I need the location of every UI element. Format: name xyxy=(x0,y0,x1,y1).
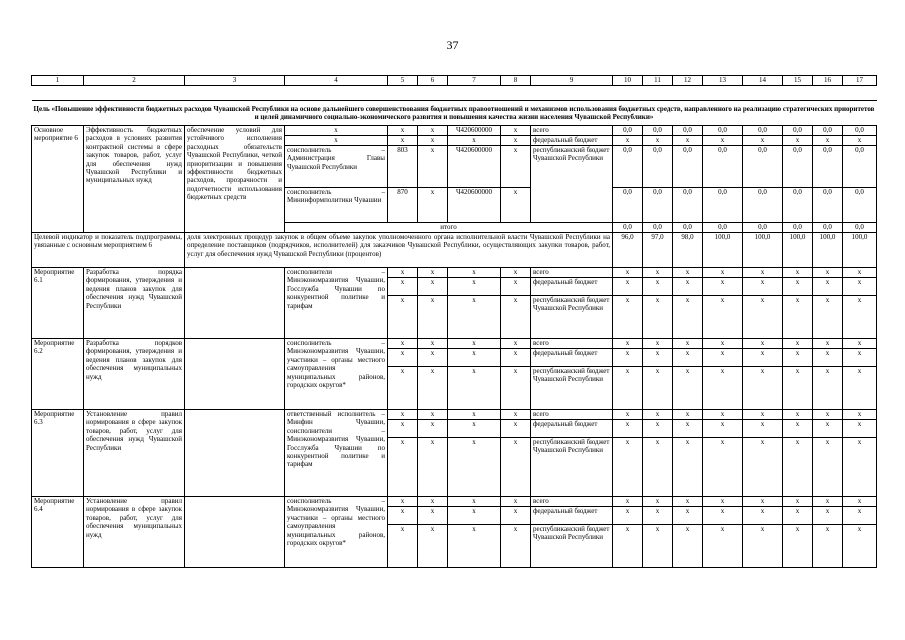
value: x xyxy=(703,268,743,278)
event-row xyxy=(32,339,877,349)
event-row xyxy=(32,497,877,507)
value: 0,0 xyxy=(673,188,703,223)
column-number: 7 xyxy=(448,76,501,86)
executor: соисполнитель – Администрация Главы Чувашской Республики xyxy=(285,146,388,188)
table-cell: x xyxy=(501,367,531,410)
table-cell: x xyxy=(501,296,531,339)
table-cell: x xyxy=(418,268,448,278)
column-number: 6 xyxy=(418,76,448,86)
value: x xyxy=(673,525,703,568)
funding-source: всего xyxy=(531,410,613,420)
value: x xyxy=(813,497,843,507)
value: x xyxy=(843,339,877,349)
funding-source: федеральный бюджет xyxy=(531,420,613,438)
event-label: Мероприятие 6.1 xyxy=(32,268,84,339)
activity-label: Основное мероприятие 6 xyxy=(32,126,84,233)
value: x xyxy=(613,367,643,410)
value: x xyxy=(703,438,743,497)
value: 0,0 xyxy=(813,223,843,233)
table-cell: x xyxy=(418,339,448,349)
value: x xyxy=(703,525,743,568)
value: 100,0 xyxy=(743,233,783,268)
value: x xyxy=(643,339,673,349)
value: x xyxy=(813,339,843,349)
value: 0,0 xyxy=(643,223,673,233)
table-cell: x xyxy=(418,278,448,296)
table-cell: x xyxy=(501,438,531,497)
value: x xyxy=(783,410,813,420)
value: x xyxy=(843,420,877,438)
value: x xyxy=(613,420,643,438)
value: x xyxy=(613,278,643,296)
event-purpose xyxy=(185,410,285,497)
table-cell: x xyxy=(388,497,418,507)
value: x xyxy=(783,507,813,525)
value: x xyxy=(843,296,877,339)
executor: соисполнитель – Минэкономразвития Чувашии, участники – органы местного самоуправления муниципальных районов, городских округов* xyxy=(285,497,388,568)
value: x xyxy=(843,438,877,497)
executor: соисполнитель – Минэкономразвития Чувашии, участники – органы местного самоуправления муниципальных районов, городских округов* xyxy=(285,339,388,410)
table-cell: x xyxy=(448,438,501,497)
value: x xyxy=(783,349,813,367)
value: 0,0 xyxy=(703,146,743,188)
value: 0,0 xyxy=(743,223,783,233)
table-cell: x xyxy=(388,525,418,568)
value: x xyxy=(613,349,643,367)
value: x xyxy=(813,420,843,438)
event-name: Разработка порядка формирования, утверждения и ведения планов закупок для обеспечения нужд Чувашской Республики xyxy=(84,268,185,339)
value: x xyxy=(613,497,643,507)
table-cell: 870 xyxy=(388,188,418,223)
table-cell: x xyxy=(388,136,418,146)
value: 0,0 xyxy=(643,146,673,188)
table-cell: x xyxy=(501,507,531,525)
table-cell: x xyxy=(388,420,418,438)
page-number: 37 xyxy=(446,38,459,52)
value: x xyxy=(643,278,673,296)
table-cell: x xyxy=(448,367,501,410)
table-cell: x xyxy=(448,268,501,278)
funding-source: федеральный бюджет xyxy=(531,136,613,146)
table-cell: x xyxy=(418,146,448,188)
value: x xyxy=(643,507,673,525)
goal-row xyxy=(32,101,877,126)
table-cell: x xyxy=(388,410,418,420)
value: x xyxy=(613,507,643,525)
funding-source: всего xyxy=(531,126,613,136)
value: x xyxy=(783,296,813,339)
value: x xyxy=(673,438,703,497)
value: x xyxy=(783,136,813,146)
value: x xyxy=(743,349,783,367)
table-cell: Ч420600000 xyxy=(448,188,501,223)
event-purpose xyxy=(185,268,285,339)
value: 0,0 xyxy=(643,126,673,136)
table-cell: 803 xyxy=(388,146,418,188)
activity-purpose: обеспечение условий для устойчивого исполнения расходных обязательств Чувашской Республики, четкой приоритизации и повышения эффективности бюджетных расходов, прозрачности и подотчетности использования бюджетных средств xyxy=(185,126,285,233)
value: x xyxy=(703,136,743,146)
goal-title: Цель «Повышение эффективности бюджетных расходов Чувашской Республики на основе дальнейшего совершенствования бюджетных правоотношений и механизмов использования бюджетных средств, направленного на реализацию стратегических приоритетов и целей динамичного социально-экономического развития и повышения качества жизни населения Чувашской Республики» xyxy=(32,101,877,126)
event-row xyxy=(32,268,877,278)
value: x xyxy=(813,278,843,296)
value: x xyxy=(673,268,703,278)
value: 0,0 xyxy=(813,126,843,136)
value: x xyxy=(703,410,743,420)
table-cell: x xyxy=(501,420,531,438)
value: x xyxy=(783,278,813,296)
funding-source: республиканский бюджет Чувашской Республики xyxy=(531,525,613,568)
value: x xyxy=(743,410,783,420)
value: x xyxy=(643,420,673,438)
table-cell: x xyxy=(418,367,448,410)
value: x xyxy=(643,525,673,568)
table-cell: x xyxy=(501,497,531,507)
spacer-row xyxy=(32,86,877,101)
table-cell: x xyxy=(448,525,501,568)
table-cell: x xyxy=(501,278,531,296)
value: x xyxy=(673,278,703,296)
value: 100,0 xyxy=(783,233,813,268)
value: x xyxy=(743,497,783,507)
funding-source: республиканский бюджет Чувашской Республики xyxy=(531,146,613,223)
value: x xyxy=(813,507,843,525)
funding-source: республиканский бюджет Чувашской Республики xyxy=(531,438,613,497)
column-number: 5 xyxy=(388,76,418,86)
value: 0,0 xyxy=(673,126,703,136)
table-cell: x xyxy=(388,126,418,136)
main-activity-row xyxy=(32,126,877,136)
value: x xyxy=(783,367,813,410)
funding-source: всего xyxy=(531,268,613,278)
funding-source: федеральный бюджет xyxy=(531,507,613,525)
value: 0,0 xyxy=(743,146,783,188)
value: 0,0 xyxy=(673,146,703,188)
table-cell: x xyxy=(501,349,531,367)
table-cell: x xyxy=(388,367,418,410)
column-number: 17 xyxy=(843,76,877,86)
executor: x xyxy=(285,126,388,136)
funding-source: федеральный бюджет xyxy=(531,278,613,296)
event-purpose xyxy=(185,497,285,568)
value: x xyxy=(843,367,877,410)
value: x xyxy=(643,136,673,146)
funding-source: республиканский бюджет Чувашской Республики xyxy=(531,296,613,339)
value: 0,0 xyxy=(673,223,703,233)
column-number: 14 xyxy=(743,76,783,86)
value: x xyxy=(743,339,783,349)
event-label: Мероприятие 6.4 xyxy=(32,497,84,568)
value: x xyxy=(703,339,743,349)
column-number: 9 xyxy=(531,76,613,86)
value: x xyxy=(703,507,743,525)
value: x xyxy=(613,525,643,568)
value: x xyxy=(813,349,843,367)
table-cell: x xyxy=(418,188,448,223)
event-purpose xyxy=(185,339,285,410)
value: 0,0 xyxy=(613,188,643,223)
table-cell: x xyxy=(501,268,531,278)
table-cell: x xyxy=(418,507,448,525)
value: 0,0 xyxy=(643,188,673,223)
value: x xyxy=(783,420,813,438)
table-cell: x xyxy=(418,296,448,339)
value: x xyxy=(673,507,703,525)
value: 0,0 xyxy=(703,223,743,233)
table-cell: x xyxy=(388,438,418,497)
table-cell: x xyxy=(448,497,501,507)
column-number: 3 xyxy=(185,76,285,86)
value: 100,0 xyxy=(813,233,843,268)
table-cell: x xyxy=(418,349,448,367)
table-cell: x xyxy=(388,268,418,278)
budget-table xyxy=(31,75,877,568)
value: x xyxy=(743,438,783,497)
value: x xyxy=(613,410,643,420)
value: 97,0 xyxy=(643,233,673,268)
value: x xyxy=(743,278,783,296)
funding-source: федеральный бюджет xyxy=(531,349,613,367)
table-cell: x xyxy=(388,296,418,339)
value: x xyxy=(643,497,673,507)
value: x xyxy=(743,420,783,438)
value: x xyxy=(843,349,877,367)
value: x xyxy=(813,410,843,420)
event-name: Установление правил нормирования в сфере закупок товаров, работ, услуг для обеспечения нужд Чувашской Республики xyxy=(84,410,185,497)
value: x xyxy=(843,278,877,296)
column-number: 1 xyxy=(32,76,84,86)
value: x xyxy=(673,349,703,367)
value: x xyxy=(673,410,703,420)
value: x xyxy=(703,367,743,410)
executor: ответственный исполнитель – Минфин Чувашии, соисполнители – Минэкономразвития Чувашии, Госслужба Чувашии по конкурентной политике и тарифам xyxy=(285,410,388,497)
funding-source: всего xyxy=(531,497,613,507)
table-cell: x xyxy=(418,497,448,507)
value: x xyxy=(673,367,703,410)
indicator-text: доля электронных процедур закупок в общем объеме закупок уполномоченного органа исполнительной власти Чувашской Республики на определение поставщиков (подрядчиков, исполнителей) для заказчиков Чувашской Республики, осуществляющих закупки товаров, работ, услуг для обеспечения нужд Чувашской Республики (процентов) xyxy=(185,233,613,268)
executor: соисполнитель – Мининформполитики Чувашии xyxy=(285,188,388,223)
value: x xyxy=(613,296,643,339)
value: x xyxy=(783,438,813,497)
column-number: 11 xyxy=(643,76,673,86)
value: x xyxy=(843,268,877,278)
value: 0,0 xyxy=(743,188,783,223)
value: x xyxy=(643,367,673,410)
funding-source: всего xyxy=(531,339,613,349)
value: 0,0 xyxy=(783,126,813,136)
executor: соисполнители – Минэкономразвития Чувашии, Госслужба Чувашии по конкурентной политике и тарифам xyxy=(285,268,388,339)
table-cell: x xyxy=(501,410,531,420)
value: x xyxy=(643,438,673,497)
value: 0,0 xyxy=(703,188,743,223)
indicator-label: Целевой индикатор и показатель подпрограммы, увязанные с основным мероприятием 6 xyxy=(32,233,185,268)
table-cell: x xyxy=(418,136,448,146)
value: x xyxy=(673,420,703,438)
value: x xyxy=(783,268,813,278)
value: x xyxy=(743,296,783,339)
table-cell xyxy=(32,86,877,101)
value: x xyxy=(703,296,743,339)
value: 96,0 xyxy=(613,233,643,268)
value: 0,0 xyxy=(783,188,813,223)
value: x xyxy=(743,367,783,410)
column-number: 12 xyxy=(673,76,703,86)
value: x xyxy=(743,507,783,525)
value: x xyxy=(613,268,643,278)
table-cell: x xyxy=(448,136,501,146)
table-cell: Ч420600000 xyxy=(448,146,501,188)
value: x xyxy=(743,136,783,146)
value: x xyxy=(813,136,843,146)
table-cell: x xyxy=(418,525,448,568)
table-cell: x xyxy=(448,410,501,420)
value: x xyxy=(643,349,673,367)
value: 0,0 xyxy=(813,146,843,188)
value: x xyxy=(813,268,843,278)
table-cell: x xyxy=(501,339,531,349)
value: x xyxy=(813,367,843,410)
value: 0,0 xyxy=(813,188,843,223)
value: x xyxy=(703,497,743,507)
header-row xyxy=(32,76,877,86)
value: 0,0 xyxy=(743,126,783,136)
value: x xyxy=(673,136,703,146)
value: 0,0 xyxy=(613,126,643,136)
column-number: 16 xyxy=(813,76,843,86)
table-cell: x xyxy=(448,339,501,349)
column-number: 2 xyxy=(84,76,185,86)
executor: x xyxy=(285,136,388,146)
activity-name: Эффективность бюджетных расходов в условиях развития контрактной системы в сфере закупок товаров, работ, услуг для обеспечения нужд Чувашской Республики и муниципальных нужд xyxy=(84,126,185,233)
value: 0,0 xyxy=(783,223,813,233)
event-label: Мероприятие 6.2 xyxy=(32,339,84,410)
event-label: Мероприятие 6.3 xyxy=(32,410,84,497)
value: x xyxy=(703,278,743,296)
table-cell: x xyxy=(388,507,418,525)
indicator-row xyxy=(32,233,877,268)
value: x xyxy=(813,525,843,568)
value: x xyxy=(813,438,843,497)
value: 100,0 xyxy=(843,233,877,268)
table-cell: x xyxy=(501,525,531,568)
value: 100,0 xyxy=(703,233,743,268)
column-number: 4 xyxy=(285,76,388,86)
table-cell: x xyxy=(388,349,418,367)
value: x xyxy=(783,525,813,568)
value: x xyxy=(843,136,877,146)
total-label: итого xyxy=(285,223,613,233)
value: x xyxy=(843,497,877,507)
column-number: 13 xyxy=(703,76,743,86)
value: 0,0 xyxy=(613,223,643,233)
column-number: 15 xyxy=(783,76,813,86)
value: x xyxy=(673,497,703,507)
value: x xyxy=(783,339,813,349)
table-cell: Ч420600000 xyxy=(448,126,501,136)
table-cell: x xyxy=(501,136,531,146)
value: x xyxy=(643,410,673,420)
table-cell: x xyxy=(448,296,501,339)
value: x xyxy=(673,339,703,349)
value: 98,0 xyxy=(673,233,703,268)
value: x xyxy=(743,525,783,568)
funding-source: республиканский бюджет Чувашской Республики xyxy=(531,367,613,410)
table-cell: x xyxy=(418,410,448,420)
table-cell: x xyxy=(418,438,448,497)
value: 0,0 xyxy=(843,146,877,188)
value: 0,0 xyxy=(843,126,877,136)
event-name: Разработка порядков формирования, утверждения и ведения планов закупок для обеспечения муниципальных нужд xyxy=(84,339,185,410)
value: x xyxy=(843,507,877,525)
table-cell: x xyxy=(388,339,418,349)
value: x xyxy=(843,525,877,568)
value: 0,0 xyxy=(703,126,743,136)
value: 0,0 xyxy=(783,146,813,188)
table-cell: x xyxy=(418,126,448,136)
value: x xyxy=(703,420,743,438)
value: 0,0 xyxy=(843,223,877,233)
value: 0,0 xyxy=(843,188,877,223)
value: x xyxy=(613,438,643,497)
table-cell: x xyxy=(448,507,501,525)
value: x xyxy=(783,497,813,507)
table-cell: x xyxy=(501,126,531,136)
event-row xyxy=(32,410,877,420)
table-cell: x xyxy=(418,420,448,438)
value: x xyxy=(813,296,843,339)
value: x xyxy=(643,296,673,339)
table-cell: x xyxy=(448,278,501,296)
table-cell: x xyxy=(501,188,531,223)
table-cell: x xyxy=(448,349,501,367)
value: x xyxy=(703,349,743,367)
column-number: 10 xyxy=(613,76,643,86)
event-name: Установление правил нормирования в сфере закупок товаров, работ, услуг для обеспечения муниципальных нужд xyxy=(84,497,185,568)
value: x xyxy=(743,268,783,278)
value: 0,0 xyxy=(613,146,643,188)
value: x xyxy=(643,268,673,278)
value: x xyxy=(673,296,703,339)
table-cell: x xyxy=(448,420,501,438)
value: x xyxy=(613,339,643,349)
value: x xyxy=(843,410,877,420)
table-cell: x xyxy=(388,278,418,296)
table-cell: x xyxy=(501,146,531,188)
column-number: 8 xyxy=(501,76,531,86)
value: x xyxy=(613,136,643,146)
